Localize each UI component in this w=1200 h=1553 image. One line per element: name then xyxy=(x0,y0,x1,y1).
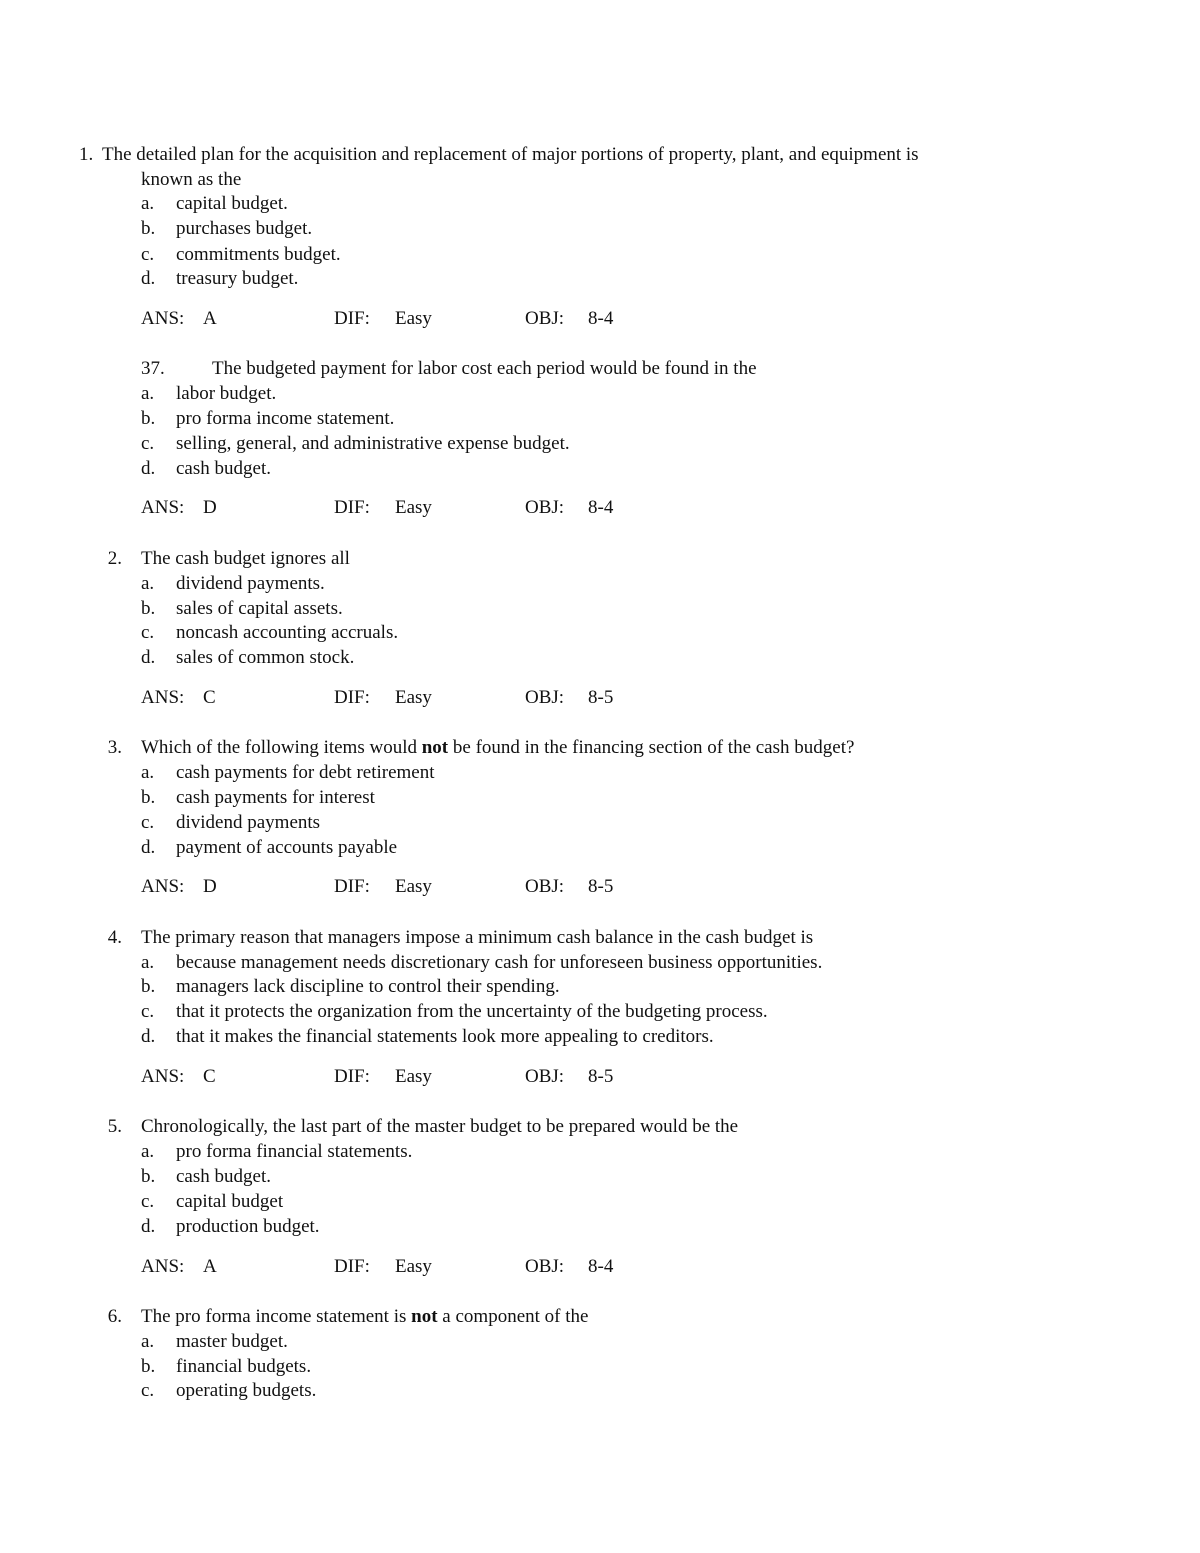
option-letter: d. xyxy=(141,268,156,289)
obj-value: 8-4 xyxy=(588,308,614,329)
option-text: sales of common stock. xyxy=(176,647,355,668)
option-text: cash payments for interest xyxy=(176,787,375,808)
answer-row xyxy=(141,497,841,521)
question-stem xyxy=(141,736,854,760)
ans-value: A xyxy=(203,308,217,329)
question-number: 4. xyxy=(107,927,122,948)
option-letter: b. xyxy=(141,218,156,239)
option-text: that it protects the organization from the uncertainty of the budgeting process. xyxy=(176,1001,768,1022)
option-text: purchases budget. xyxy=(176,218,313,239)
option-text: commitments budget. xyxy=(176,244,341,265)
obj-label: OBJ: xyxy=(525,308,565,329)
option-letter: d. xyxy=(141,647,156,668)
question-stem-continued: known as the xyxy=(141,169,242,190)
option-text: operating budgets. xyxy=(176,1380,317,1401)
option-letter: c. xyxy=(141,433,155,454)
option-letter: a. xyxy=(141,193,155,214)
option-letter: a. xyxy=(141,952,155,973)
dif-label: DIF: xyxy=(334,1066,370,1087)
option-letter: a. xyxy=(141,762,155,783)
option-letter: a. xyxy=(141,383,155,404)
question-stem: The detailed plan for the acquisition and replacement of major portions of property, plant, and equipment is xyxy=(102,144,919,165)
option-text: pro forma financial statements. xyxy=(176,1141,413,1162)
option-text: cash payments for debt retirement xyxy=(176,762,435,783)
dif-label: DIF: xyxy=(334,876,370,897)
ans-value: A xyxy=(203,1256,217,1277)
obj-label: OBJ: xyxy=(525,497,565,518)
option-letter: b. xyxy=(141,976,156,997)
obj-value: 8-4 xyxy=(588,1256,614,1277)
option-text: cash budget. xyxy=(176,458,271,479)
ans-label: ANS: xyxy=(141,497,185,518)
question-stem: The cash budget ignores all xyxy=(141,548,350,569)
question-stem: Chronologically, the last part of the master budget to be prepared would be the xyxy=(141,1116,739,1137)
obj-label: OBJ: xyxy=(525,876,565,897)
option-letter: d. xyxy=(141,837,156,858)
ans-label: ANS: xyxy=(141,876,185,897)
option-letter: c. xyxy=(141,1001,155,1022)
option-letter: c. xyxy=(141,1380,155,1401)
option-text: master budget. xyxy=(176,1331,288,1352)
obj-label: OBJ: xyxy=(525,1256,565,1277)
option-letter: b. xyxy=(141,598,156,619)
question-stem xyxy=(141,1305,588,1329)
dif-value: Easy xyxy=(395,1256,432,1277)
obj-label: OBJ: xyxy=(525,687,565,708)
dif-label: DIF: xyxy=(334,497,370,518)
question-number: 1. xyxy=(79,144,94,165)
option-text: managers lack discipline to control their spending. xyxy=(176,976,560,997)
option-text: labor budget. xyxy=(176,383,277,404)
ans-label: ANS: xyxy=(141,1256,185,1277)
option-text: selling, general, and administrative expense budget. xyxy=(176,433,570,454)
option-text: sales of capital assets. xyxy=(176,598,343,619)
dif-label: DIF: xyxy=(334,687,370,708)
dif-value: Easy xyxy=(395,876,432,897)
option-letter: d. xyxy=(141,1026,156,1047)
option-text: treasury budget. xyxy=(176,268,299,289)
option-text: dividend payments xyxy=(176,812,321,833)
answer-row xyxy=(141,876,841,900)
option-letter: b. xyxy=(141,1356,156,1377)
answer-row xyxy=(141,1066,841,1090)
ans-value: C xyxy=(203,687,216,708)
obj-value: 8-5 xyxy=(588,1066,614,1087)
question-number: 2. xyxy=(107,548,122,569)
option-letter: a. xyxy=(141,1331,155,1352)
ans-label: ANS: xyxy=(141,1066,185,1087)
ans-label: ANS: xyxy=(141,308,185,329)
question-stem: The primary reason that managers impose a minimum cash balance in the cash budget is xyxy=(141,927,814,948)
ans-label: ANS: xyxy=(141,687,185,708)
stem-text: Which of the following items would xyxy=(141,737,422,758)
option-text: payment of accounts payable xyxy=(176,837,398,858)
question-number: 3. xyxy=(107,737,122,758)
answer-row xyxy=(141,308,841,332)
question-number: 5. xyxy=(107,1116,122,1137)
option-letter: b. xyxy=(141,1166,156,1187)
dif-label: DIF: xyxy=(334,308,370,329)
answer-row xyxy=(141,687,841,711)
ans-value: C xyxy=(203,1066,216,1087)
option-letter: d. xyxy=(141,458,156,479)
dif-value: Easy xyxy=(395,1066,432,1087)
obj-value: 8-5 xyxy=(588,687,614,708)
option-text: that it makes the financial statements look more appealing to creditors. xyxy=(176,1026,714,1047)
option-text: because management needs discretionary cash for unforeseen business opportunities. xyxy=(176,952,823,973)
stem-emphasis: not xyxy=(411,1306,438,1327)
option-text: cash budget. xyxy=(176,1166,271,1187)
ans-value: D xyxy=(203,497,217,518)
option-letter: a. xyxy=(141,573,155,594)
obj-label: OBJ: xyxy=(525,1066,565,1087)
ans-value: D xyxy=(203,876,217,897)
dif-label: DIF: xyxy=(334,1256,370,1277)
dif-value: Easy xyxy=(395,687,432,708)
option-text: financial budgets. xyxy=(176,1356,312,1377)
obj-value: 8-5 xyxy=(588,876,614,897)
question-number: 6. xyxy=(107,1306,122,1327)
option-letter: b. xyxy=(141,787,156,808)
question-stem: The budgeted payment for labor cost each period would be found in the xyxy=(212,358,757,379)
option-text: capital budget. xyxy=(176,193,288,214)
option-text: noncash accounting accruals. xyxy=(176,622,399,643)
option-text: production budget. xyxy=(176,1216,320,1237)
option-letter: c. xyxy=(141,622,155,643)
option-letter: c. xyxy=(141,244,155,265)
option-text: dividend payments. xyxy=(176,573,325,594)
obj-value: 8-4 xyxy=(588,497,614,518)
option-letter: d. xyxy=(141,1216,156,1237)
dif-value: Easy xyxy=(395,497,432,518)
option-text: pro forma income statement. xyxy=(176,408,395,429)
option-letter: b. xyxy=(141,408,156,429)
stem-text: be found in the financing section of the cash budget? xyxy=(448,737,855,758)
stem-text: a component of the xyxy=(437,1306,589,1327)
stem-text: The pro forma income statement is xyxy=(141,1306,412,1327)
option-letter: a. xyxy=(141,1141,155,1162)
option-text: capital budget xyxy=(176,1191,284,1212)
stem-emphasis: not xyxy=(421,737,449,758)
question-number: 37. xyxy=(141,358,165,379)
option-letter: c. xyxy=(141,812,155,833)
option-letter: c. xyxy=(141,1191,155,1212)
dif-value: Easy xyxy=(395,308,432,329)
answer-row xyxy=(141,1256,841,1280)
